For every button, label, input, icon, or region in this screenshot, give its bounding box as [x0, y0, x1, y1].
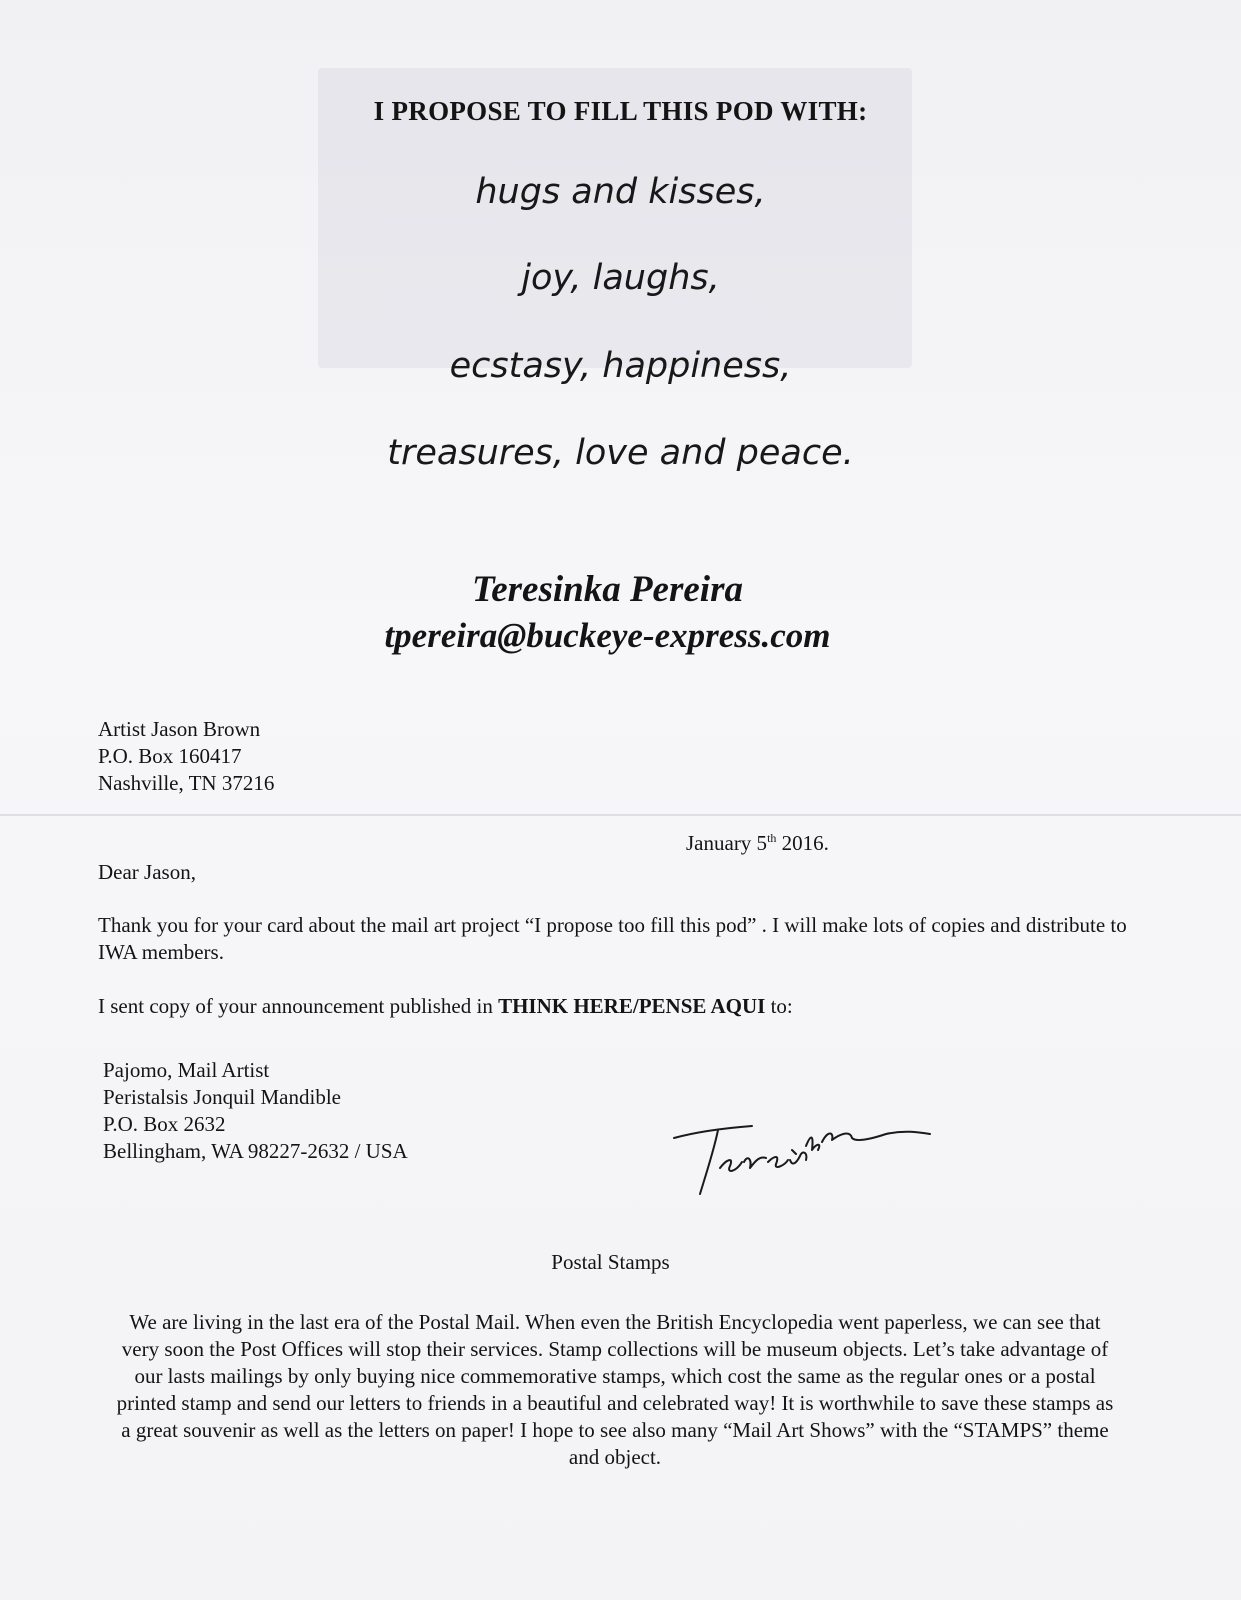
- poem-line-2: joy, laughs,: [521, 258, 720, 298]
- letter-date: [686, 825, 829, 857]
- forward-address: [103, 1057, 408, 1165]
- recipient-address: [98, 716, 274, 797]
- section-body: We are living in the last era of the Postal Mail. When even the British Encyclopedia went paperless, we can see that very soon the Post Offices will stop their services. Stamp collections will be museum objects. Let’s take advantage of our lasts mailings by only buying nice commemorative stamps, which cost the same as the regular ones or a postal printed stamp and send our letters to friends in a beautiful and celebrated way! It is worthwhile to save these stamps as a great souvenir as well as the letters on paper! I hope to see also many “Mail Art Shows” with the “STAMPS” theme and object.: [116, 1310, 1114, 1469]
- recipient-line: P.O. Box 160417: [98, 744, 242, 768]
- address-line: P.O. Box 2632: [103, 1112, 226, 1136]
- date-year: 2016.: [776, 831, 829, 855]
- paragraph-2-suffix: to:: [765, 994, 793, 1018]
- author-email: tpereira@buckeye-express.com: [384, 616, 831, 655]
- letter-paragraph-2: [98, 993, 793, 1020]
- poem-line-3: ecstasy, happiness,: [449, 346, 792, 386]
- letter-paragraph-1: Thank you for your card about the mail art project “I propose too fill this pod” . I will make lots of copies and distribute to IWA members.: [98, 913, 1127, 964]
- paper-fold-line: [0, 814, 1241, 816]
- poem-line-1: hugs and kisses,: [475, 172, 766, 212]
- poem-line-4: treasures, love and peace.: [387, 433, 854, 473]
- address-line: Pajomo, Mail Artist: [103, 1058, 270, 1082]
- date-suffix: th: [767, 831, 777, 845]
- recipient-line: Nashville, TN 37216: [98, 771, 275, 795]
- recipient-line: Artist Jason Brown: [98, 717, 261, 741]
- proposal-title: I PROPOSE TO FILL THIS POD WITH:: [373, 96, 868, 126]
- paragraph-2-prefix: I sent copy of your announcement published in: [98, 994, 499, 1018]
- address-line: Bellingham, WA 98227-2632 / USA: [103, 1139, 408, 1163]
- letter-greeting: Dear Jason,: [98, 860, 196, 884]
- handwritten-signature: [656, 1090, 936, 1200]
- publication-name: THINK HERE/PENSE AQUI: [498, 994, 766, 1018]
- date-month-day: January 5: [686, 831, 768, 855]
- address-line: Peristalsis Jonquil Mandible: [103, 1085, 341, 1109]
- section-title: Postal Stamps: [551, 1250, 670, 1274]
- author-name: Teresinka Pereira: [472, 569, 743, 610]
